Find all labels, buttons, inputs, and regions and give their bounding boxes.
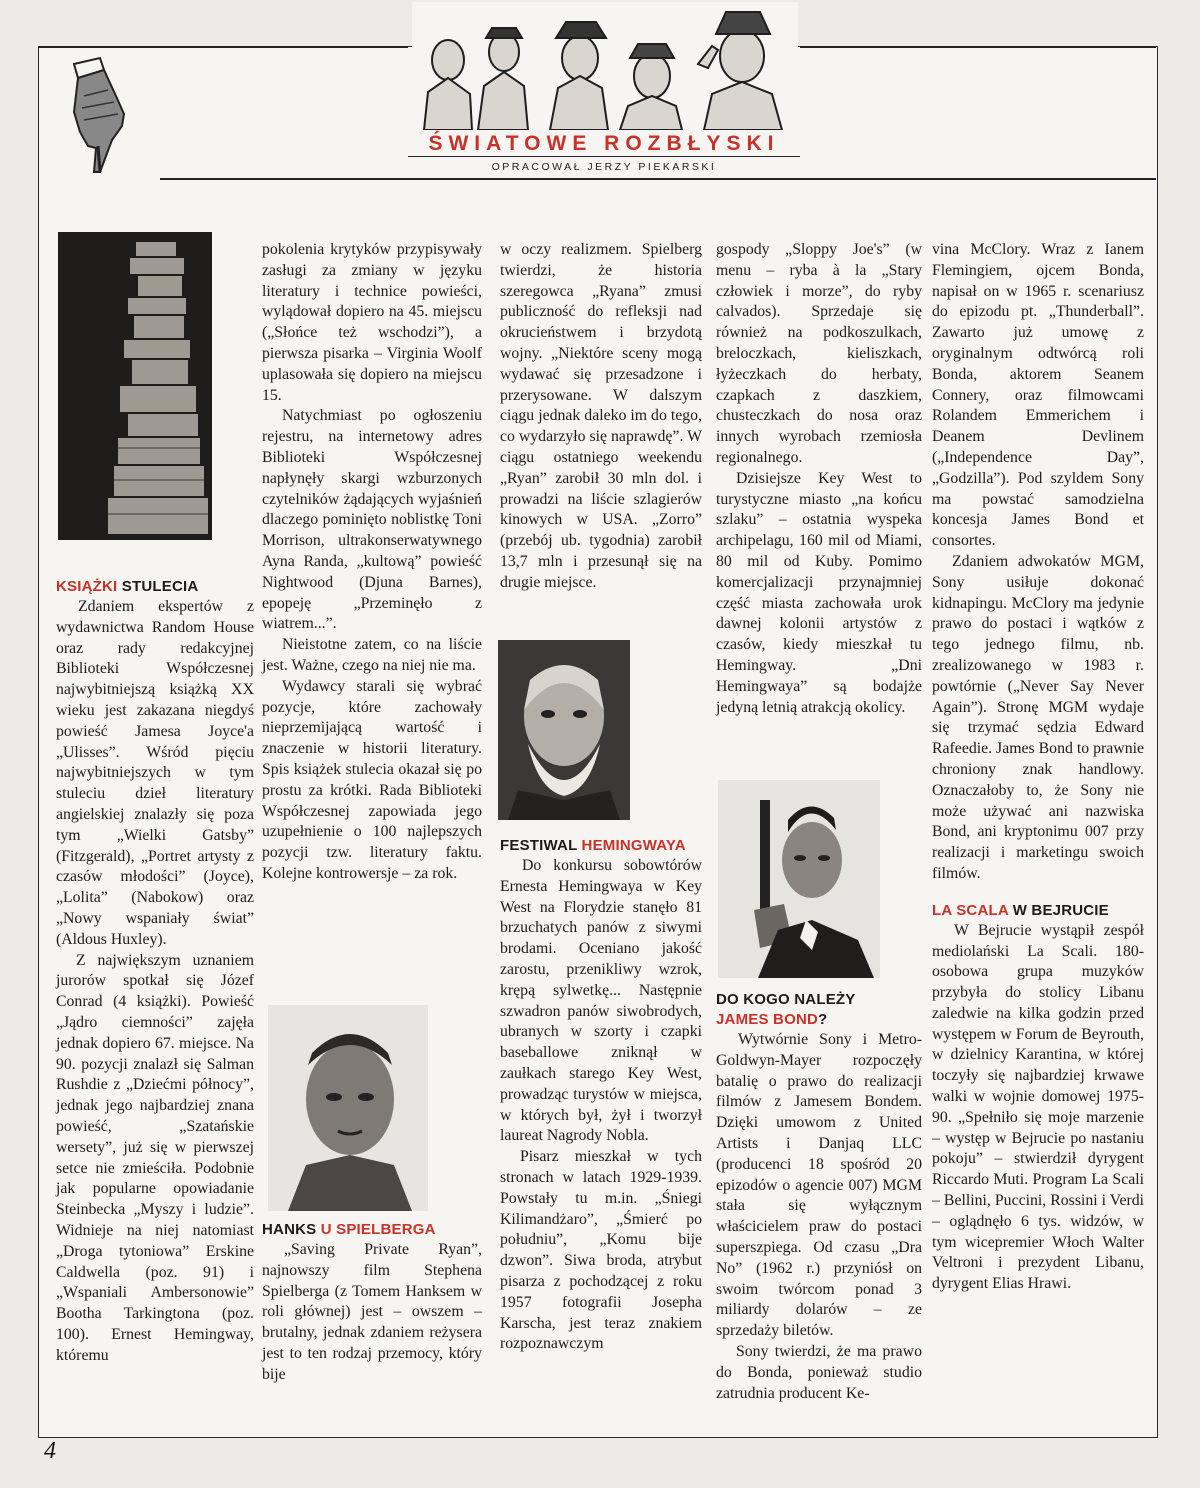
- bond-paragraph-2: Sony twierdzi, że ma prawo do Bonda, ponieważ studio zatrudnia producent Ke-: [716, 1342, 922, 1402]
- books-paragraph-4: Natychmiast po ogłoszeniu rejestru, na internetowy adres Biblioteki Współczesnej napłynęły skargi wzburzonych czytelników żądających wyjaśnień dlaczego pominięto noblistkę Toni Morrison, ultrakonserwatywnego Ayna Randa, „kultową” powieść Nightwood (Djuna Barnes), epopeję „Przeminęło z wiatrem...”.: [262, 407, 482, 633]
- header-illustration: [412, 2, 798, 130]
- hanks-heading-rest: HANKS: [262, 1221, 317, 1238]
- header-rule-right: [800, 46, 1156, 48]
- column-5: [932, 240, 1144, 1295]
- bond-paragraph-1: Wytwórnie Sony i Metro-Goldwyn-Mayer rozpoczęły batalię o prawo do realizacji filmów z Jamesem Bondem. Dzięki umowom z United Artists i Danjaq LLC (producenci 18 spośród 20 epizodów o agencie 007) MGM stała się wyłącznym właścicielem praw do postaci superszpiega. Od czasu „Dra No” (1962 r.) przyniósł on swoim twórcom ponad 3 miliardy dolarów – ze sprzedaży biletów.: [716, 1031, 922, 1340]
- column-4: [716, 240, 922, 718]
- scala-paragraph-1: W Bejrucie wystąpił zespół mediolański La Scali. 180-osobowa grupa muzyków przybyła do stolicy Libanu zaledwie na kilka godzin przed występem w Forum de Beyrouth, w dzielnicy Karantina, w której toczyły się najbardziej krwawe walki w wojnie domowej 1975-90. „Spełniło się moje marzenie – występ w Bejrucie po nastaniu pokoju” – stwierdził dyrygent Riccardo Muti. Program La Scali – Bellini, Puccini, Rossini i Verdi – oglądnęło 6 tys. widzów, w tym wicepremier Włoch Walter Veltroni i prezydent Libanu, dyrygent Elias Hrawi.: [932, 921, 1144, 1293]
- hemingway-paragraph-2: Pisarz mieszkał w tych stronach w latach 1929-1939. Powstały tu m.in. „Śniegi Kilimandżaro”, „Śmierć po południu”, „Komu bije dzwon”. Siwa broda, atrybut pisarza z pochodzącej z roku 1957 fotografii Josepha Karscha, jest teraz znakiem rozpoznawczym: [500, 1148, 702, 1353]
- bond-heading-line1: DO KOGO NALEŻY: [716, 991, 856, 1008]
- header-rule-under-title: [408, 156, 800, 157]
- bond-heading: [716, 990, 922, 1030]
- scala-heading-red: LA SCALA: [932, 901, 1009, 919]
- column-4-lower: [716, 990, 922, 1404]
- section-title: ŚWIATOWE ROZBŁYSKI: [428, 132, 780, 155]
- hanks-heading-red: U SPIELBERGA: [316, 1221, 436, 1238]
- bond-heading-red: JAMES BOND: [716, 1011, 819, 1028]
- column-1: [56, 577, 254, 1366]
- hemingway-paragraph-1: Do konkursu sobowtórów Ernesta Hemingwaya w Key West na Florydzie stanęło 81 brzuchatych panów z siwymi brodami. Oceniano jakość zarostu, przenikliwy wzrok, krępą sylwetkę... Następnie szwadron panów siwobrodych, ubranych w szorty i czapki baseballowe zniknął w zaułkach starego Key West, prowadząc turystów w miejsca, w których był, żył i tworzył laureat Nagrody Nobla.: [500, 857, 702, 1145]
- column-3: [500, 240, 702, 594]
- column-2: [262, 240, 482, 885]
- books-paragraph-6: Wydawcy starali się wybrać pozycje, które zachowały nieprzemijającą wartość i znaczenie w historii literatury. Spis książek stulecia okazał się po prostu za krótki. Rada Biblioteki Współczesnej zapowiada jego uzupełnienie o 100 najlepszych pozycji tzw. literatury faktu. Kolejne kontrowersje – za rok.: [262, 677, 482, 882]
- hanks-paragraph-1: „Saving Private Ryan”, najnowszy film Stephena Spielberga (z Tomem Hanksem w roli głównej) jest – owszem – brutalny, jednak zdaniem reżysera jest to ten rodzaj przemocy, który bije: [262, 1241, 482, 1383]
- hemingway-photo: [498, 640, 630, 820]
- pointing-hand-icon: [60, 56, 152, 176]
- header-rule-bottom: [160, 178, 1156, 180]
- books-paragraph-3: pokolenia krytyków przypisywały zasługi za zmiany w języku literatury i technice powieści, wylądował dopiero na 45. miejscu („Słońce też wschodzi”), a pierwsza pisarka – Virginia Woolf uplasowała się dopiero na miejscu 15.: [262, 241, 482, 404]
- books-heading-rest: STULECIA: [117, 578, 199, 595]
- hanks-paragraph-2: w oczy realizmem. Spielberg twierdzi, że historia szeregowca „Ryana” zmusi publiczność do refleksji nad okrucieństwem i brzydotą wojny. „Niektóre sceny mogą wydawać się przesadzone i przerysowane. W dalszym ciągu jednak daleko im do tego, co wydarzyło się naprawdę”. W ciągu ostatniego weekendu „Ryan” zarobił 30 mln dol. i prowadzi na liście szlagierów kinowych w USA. „Zorro” (przebój ub. tygodnia) zarobił 13,7 mln i przesunął się na drugie miejsce.: [500, 241, 702, 591]
- books-heading: [56, 577, 254, 597]
- column-3-lower: [500, 836, 702, 1355]
- section-byline: OPRACOWAŁ JERZY PIEKARSKI: [491, 161, 717, 173]
- bond-heading-q: ?: [818, 1011, 828, 1028]
- bond-paragraph-3: vina McClory. Wraz z Ianem Flemingiem, ojcem Bonda, napisał on w 1965 r. scenariusz do epizodu pt. „Thunderball”. Zawarto już umowę z oryginalnym odtwórcą roli Bonda, aktorem Seanem Connery, oraz filmowcami Rolandem Emmerichem i Deanem Devlinem („Independence Day”, „Godzilla”). Pod szyldem Sony ma powstać samodzielna koncesja James Bond et consortes.: [932, 241, 1144, 550]
- hemingway-heading-red: HEMINGWAYA: [581, 837, 686, 854]
- scala-heading-rest: W BEJRUCIE: [1008, 901, 1109, 919]
- hemingway-heading: [500, 836, 702, 856]
- hemingway-paragraph-3: gospody „Sloppy Joe's” (w menu – ryba à la „Stary człowiek i morze”, do ryby calvados). Sprzedaje się również na podkoszulkach, breloczkach, kieliszkach, łyżeczkach do herbaty, czapkach z daszkiem, chusteczkach do nosa oraz innych wyrobach rzemiosła regionalnego.: [716, 241, 922, 466]
- column-2-lower: [262, 1220, 482, 1386]
- page-number: 4: [44, 1438, 56, 1464]
- hemingway-paragraph-4: Dzisiejsze Key West to turystyczne miasto „na końcu szlaku” – ostatnia wyspeka archipelagu, 160 mil od Miami, 80 mil od Kuby. Pomimo komercjalizacji przynajmniej część miasta zachowała urok dawnej kolonii artystów z czasów, kiedy mieszkał tu Hemingway. „Dni Hemingwaya” są bodajże jedyną letnią atrakcją okolicy.: [716, 469, 922, 716]
- bond-photo: [718, 780, 880, 978]
- hanks-heading: [262, 1220, 482, 1240]
- hemingway-heading-rest: FESTIWAL: [500, 837, 582, 854]
- header-rule-left: [38, 46, 408, 48]
- books-photo: [58, 232, 212, 540]
- books-paragraph-2: Z największym uznaniem jurorów spotkał się Józef Conrad (4 książki). Powieść „Jądro ciemności” zajęła jednak dopiero 67. miejsce. Na 90. pozycji znalazł się Salman Rushdie z „Dziećmi północy”, jednak jego najbardziej znana powieść, „Szatańskie wersety”, już się w pierwszej setce nie zmieściła. Podobnie jak popularne opowiadanie Steinbecka „Myszy i ludzie”. Widnieje na niej natomiast „Droga tytoniowa” Erskine Caldwella (poz. 91) i „Wspaniali Ambersonowie” Bootha Tarkingtona (poz. 100). Ernest Hemingway, któremu: [56, 951, 254, 1364]
- books-heading-red: KSIĄŻKI: [56, 578, 118, 595]
- hanks-photo: [268, 1005, 428, 1211]
- books-paragraph-5: Nieistotne zatem, co na liście jest. Ważne, czego na niej nie ma.: [262, 636, 482, 674]
- scala-heading: [932, 901, 1144, 921]
- bond-paragraph-4: Zdaniem adwokatów MGM, Sony usiłuje dokonać kidnapingu. McClory ma jedynie prawo do postaci i wątków z tego jednego filmu, nb. zrealizowanego w 1983 r. powtórnie („Never Say Never Again”). Stronę MGM wydaje się trzymać sędzia Edward Rafeedie. James Bond to prawnie chroniony znak handlowy. Oznaczałoby to, że Sony nie może używać ani nazwiska Bond, ani kryptonimu 007 przy realizacji i marketingu swoich filmów.: [932, 552, 1144, 882]
- books-paragraph-1: Zdaniem ekspertów z wydawnictwa Random House oraz rady redakcyjnej Biblioteki Współczesnej najwybitniejszą książką XX wieku jest zakazana niegdyś powieść Jamesa Joyce'a „Ulisses”. Wśród pięciu najwybitniejszych w tym stuleciu dzieł literatury angielskiej znalazły się poza tym „Wielki Gatsby” (Fitzgerald), „Portret artysty z czasów młodości” (Joyce), „Lolita” (Nabokow) oraz „Nowy wspaniały świat” (Aldous Huxley).: [56, 598, 254, 948]
